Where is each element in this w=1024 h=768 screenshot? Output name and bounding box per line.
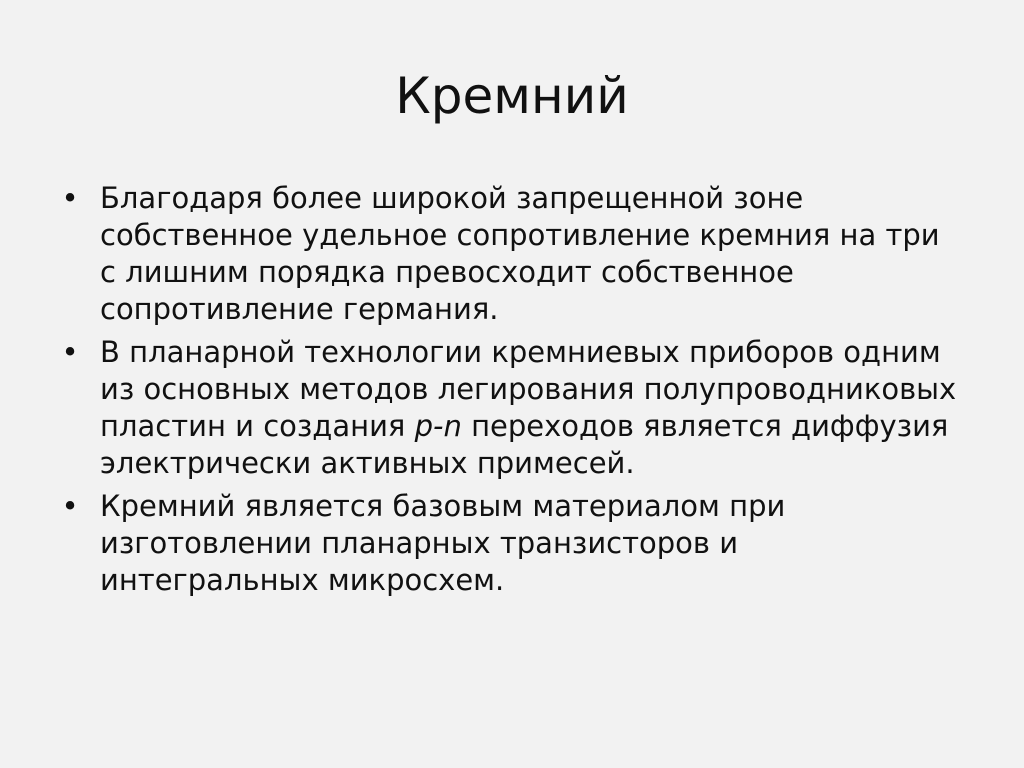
bullet-item-1 bbox=[60, 180, 960, 328]
bullet-text-italic: p-n bbox=[414, 409, 462, 443]
bullet-text-part: переходов является диффузия электрически активных примесей. bbox=[100, 409, 949, 480]
bullet-item-3 bbox=[60, 488, 960, 599]
bullet-text: Благодаря более широкой запрещенной зоне собственное удельное сопротивление кремния на три с лишним порядка превосходит собственное сопротивление германия. bbox=[100, 181, 940, 326]
bullet-icon: • bbox=[61, 181, 79, 215]
bullet-icon: • bbox=[61, 335, 79, 369]
bullet-icon: • bbox=[61, 489, 79, 523]
bullet-list bbox=[60, 180, 960, 605]
bullet-text bbox=[100, 335, 956, 480]
slide-title: Кремний bbox=[395, 67, 629, 125]
bullet-text-part: В планарной технологии кремниевых приборов одним из основных методов легирования полупроводниковых пластин и создания bbox=[100, 335, 957, 443]
bullet-text: Кремний является базовым материалом при изготовлении планарных транзисторов и интегральных микросхем. bbox=[100, 489, 786, 597]
bullet-item-2 bbox=[60, 334, 960, 482]
